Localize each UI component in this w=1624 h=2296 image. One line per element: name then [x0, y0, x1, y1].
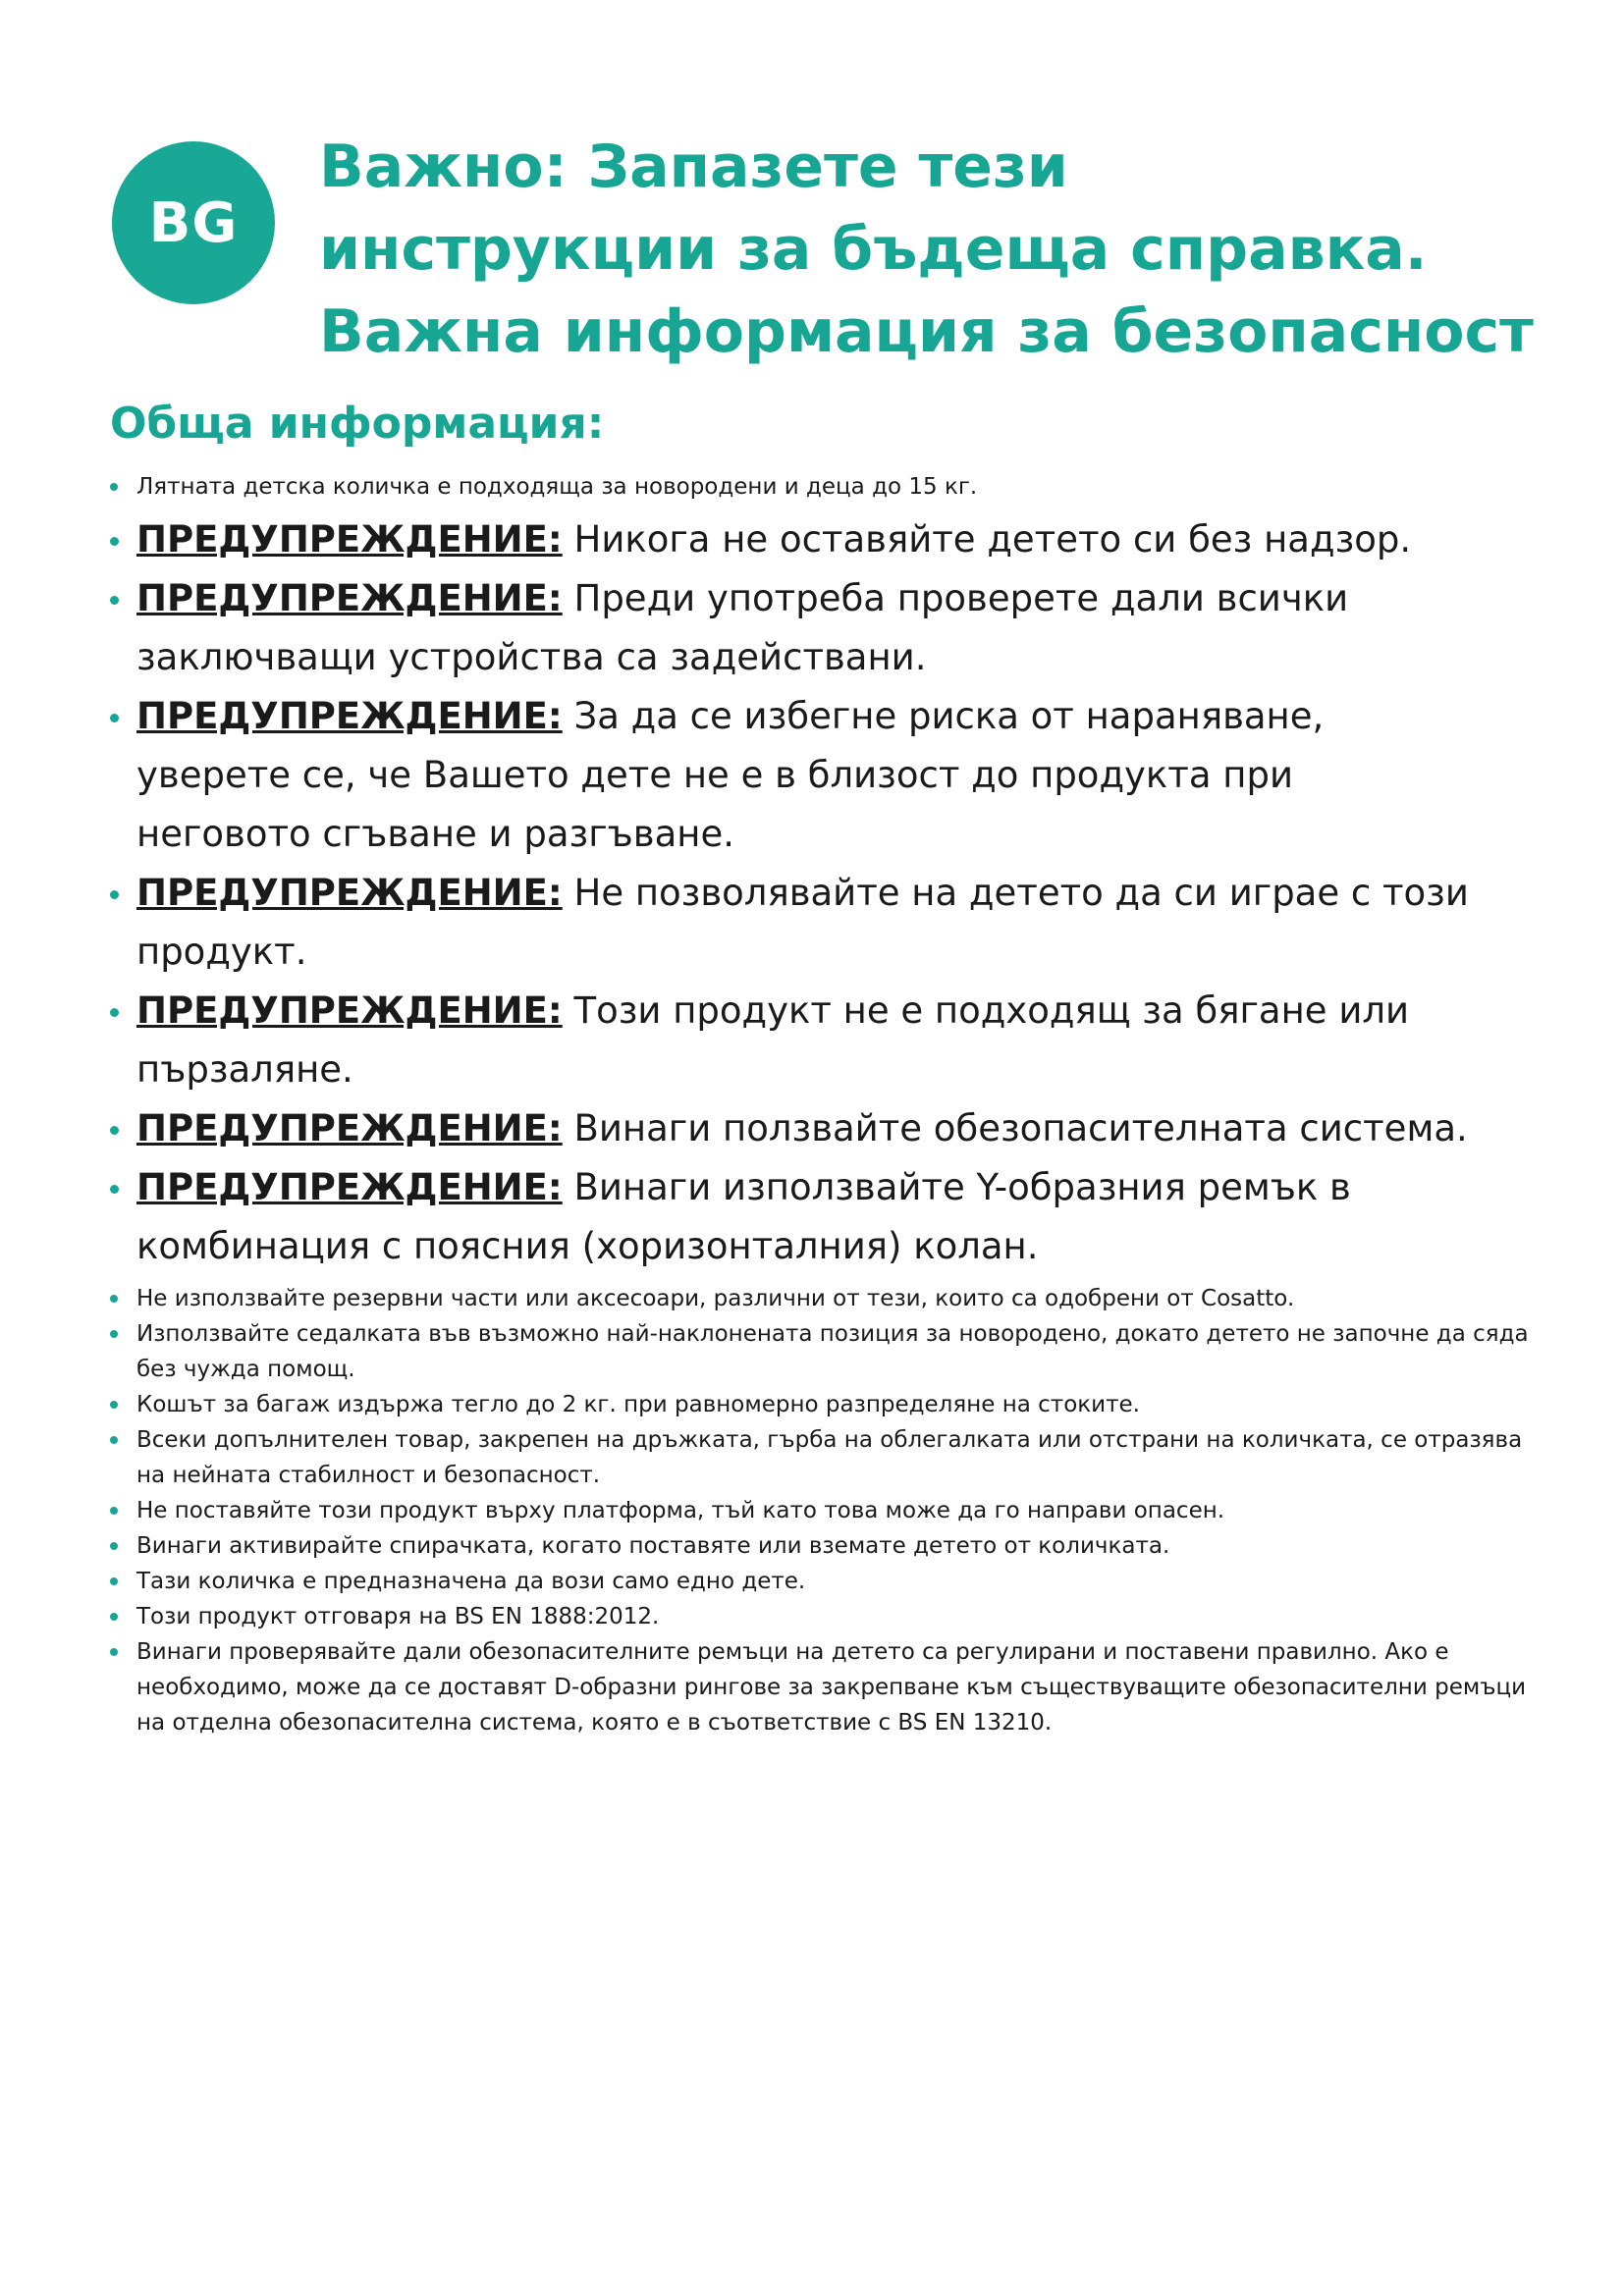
warning-item: [110, 864, 1560, 982]
bullet-icon: [110, 1185, 119, 1194]
bullet-icon: [110, 1613, 118, 1621]
warning-item: [110, 1158, 1462, 1276]
language-badge: [112, 141, 275, 304]
warning-item: [110, 569, 1364, 687]
bullet-icon: [110, 1401, 118, 1409]
bullet-icon: [110, 1330, 118, 1338]
note-text: Не използвайте резервни части или аксесоари, различни от тези, които са одобрени от Cosatto.: [136, 1286, 1295, 1311]
bullet-icon: [110, 890, 119, 899]
warning-text: За да се избегне риска от нараняване, уверете се, че Вашето дете не е в близост до продукта при неговото сгъване и разгъване.: [136, 695, 1325, 855]
bullet-icon: [110, 1295, 118, 1303]
warning-label: ПРЕДУПРЕЖДЕНИЕ:: [136, 1107, 563, 1149]
warnings-list: [110, 510, 1534, 1276]
note-text: Тази количка е предназначена да вози само едно дете.: [136, 1569, 806, 1594]
bullet-icon: [110, 1008, 119, 1017]
warning-text: Този продукт не е подходящ за бягане или пързаляне.: [136, 989, 1410, 1091]
bullet-icon: [110, 714, 119, 722]
warning-label: ПРЕДУПРЕЖДЕНИЕ:: [136, 1166, 563, 1208]
warning-text: Никога не оставяйте детето си без надзор.: [562, 518, 1412, 561]
bullet-icon: [110, 1436, 118, 1444]
warning-label: ПРЕДУПРЕЖДЕНИЕ:: [136, 872, 563, 914]
list-item: [110, 1599, 1543, 1634]
list-item: [110, 1281, 1543, 1316]
note-text: Използвайте седалката във възможно най-наклонената позиция за новородено, докато детето не започне да сяда без чужда помощ.: [136, 1321, 1529, 1382]
bullet-icon: [110, 596, 119, 605]
list-item: [110, 1387, 1543, 1422]
list-item: [110, 1316, 1543, 1387]
warning-text: Не позволявайте на детето да си играе с този продукт.: [136, 872, 1469, 973]
warning-text: Преди употреба проверете дали всички заключващи устройства са задействани.: [136, 577, 1349, 678]
section-heading: Обща информация:: [110, 399, 605, 449]
bullet-icon: [110, 1648, 118, 1656]
list-item: [110, 469, 1534, 505]
list-item: [110, 1493, 1543, 1528]
warning-item: [110, 510, 1534, 569]
list-item: [110, 1528, 1543, 1564]
lead-text: Лятната детска количка е подходяща за новородени и деца до 15 кг.: [136, 474, 978, 500]
note-text: Този продукт отговаря на BS EN 1888:2012.: [136, 1604, 660, 1629]
note-text: Винаги проверявайте дали обезопасителните ремъци на детето са регулирани и поставени правилно. Ако е необходимо, може да се доставят D-образни рингове за закрепване към съществуващите обезопасителни ремъци на отделна обезопасителна система, която е в съответствие с BS EN 13210.: [136, 1639, 1527, 1735]
warning-label: ПРЕДУПРЕЖДЕНИЕ:: [136, 695, 563, 737]
note-text: Кошът за багаж издържа тегло до 2 кг. при равномерно разпределяне на стоките.: [136, 1392, 1140, 1417]
warning-text: Винаги използвайте Y-образния ремък в комбинация с поясния (хоризонталния) колан.: [136, 1166, 1351, 1267]
bullet-icon: [110, 1507, 118, 1515]
warning-text: Винаги ползвайте обезопасителната система.: [562, 1107, 1468, 1149]
warning-item: [110, 687, 1364, 864]
list-item: [110, 1634, 1543, 1740]
title-line-2: инструкции за бъдеща справка.: [319, 215, 1428, 284]
warning-item: [110, 982, 1462, 1099]
note-text: Всеки допълнителен товар, закрепен на дръжката, гърба на облегалката или отстрани на количката, се отразява на нейната стабилност и безопасност.: [136, 1427, 1523, 1488]
warning-item: [110, 1099, 1534, 1158]
notes-list: [110, 1281, 1543, 1740]
note-text: Винаги активирайте спирачката, когато поставяте или вземате детето от количката.: [136, 1533, 1170, 1559]
bullet-icon: [110, 1577, 118, 1585]
bullet-icon: [110, 1542, 118, 1550]
list-item: [110, 1422, 1543, 1493]
title-line-3: Важна информация за безопасност: [319, 297, 1534, 366]
title-line-1: Важно: Запазете тези: [319, 133, 1068, 201]
warning-label: ПРЕДУПРЕЖДЕНИЕ:: [136, 518, 563, 561]
note-text: Не поставяйте този продукт върху платформа, тъй като това може да го направи опасен.: [136, 1498, 1225, 1523]
bullet-icon: [110, 537, 119, 546]
page-title: [319, 126, 1596, 373]
warning-label: ПРЕДУПРЕЖДЕНИЕ:: [136, 989, 563, 1032]
lead-list: [110, 469, 1534, 505]
bullet-icon: [110, 1126, 119, 1135]
bullet-icon: [110, 483, 118, 491]
warning-label: ПРЕДУПРЕЖДЕНИЕ:: [136, 577, 563, 619]
list-item: [110, 1564, 1543, 1599]
language-code: BG: [148, 190, 239, 255]
